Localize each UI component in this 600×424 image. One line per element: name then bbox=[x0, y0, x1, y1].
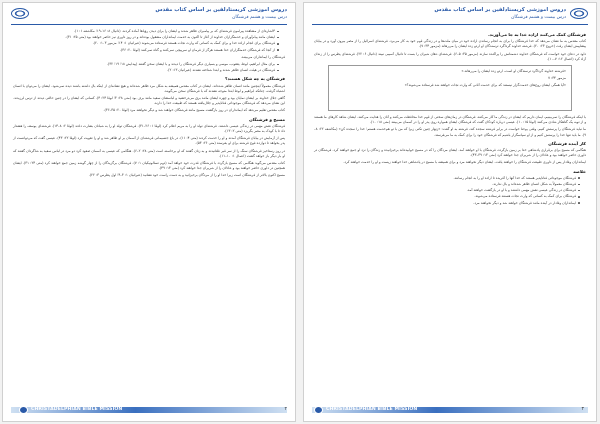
list-item: فرشتگان برای انجام اراده خدا و برای کمک به کسانی که وارث نجات هستند فرستاده می‌شوند (عبرانیان ۱: ۱۴؛ مزمور ۱۰۳: ۲۰). bbox=[13, 41, 279, 46]
page-footer bbox=[312, 404, 588, 416]
footer-org-name: CHRISTADELPHIAN BIBLE MISSION bbox=[31, 407, 123, 412]
paragraph: با اینکه فرشتگان را نمی‌بینیم، ایمان داریم که ایشان در زندگی ما کار می‌کنند. فرشتگان در زمان‌های سختی از قوم خدا محافظت می‌کنند و آنان را هدایت می‌کنند. ایشان شاهد کارهای ما هستند و از توبه یک گناهکار شادی می‌کنند (لوقا ۱۵: ۱۰). عیسی درباره کودکان گفت که فرشتگان ایشان همواره روی پدر او را در آسمان می‌بینند (متی ۱۸: ۱۰). bbox=[314, 115, 586, 125]
section-heading: مسیح و فرشتگان bbox=[249, 116, 285, 122]
paragraph: فرشتگان معمولاً اینچنین مانند انسان ظاهر شده‌اند. ایشان در کتاب مقدس همیشه به شکل مرد ظاهر شده‌اند و هیچ نشانه‌ای از اینکه بال داشته باشند دیده نمی‌شود. ایشان را می‌توان با انسان اشتباه گرفت، چنانکه ابراهیم و لوط ابتدا متوجه نشدند که با فرشتگان سخن می‌گویند. bbox=[13, 83, 285, 93]
list-item: فرشتگان برای کمک به کسانی که وارث نجات هستند فرستاده می‌شوند. bbox=[314, 194, 580, 199]
cbm-logo-icon bbox=[570, 8, 588, 19]
header-divider bbox=[11, 24, 287, 25]
page-header bbox=[312, 7, 588, 29]
list-item: برای مثال ابراهیم، لوط، یعقوب، موسی و بسیاری دیگر فرشتگان را دیدند و با ایشان سخن گفتند (پیدایش ۱۸؛ ۱۹؛ ۳۲). bbox=[13, 62, 279, 67]
list-item: ایشان مانند پیام‌آوران و خدمتگزاران خداوند از آغاز تا اکنون به خدمت ایمانداران مشغول بوده‌اند و در روز داوری نیز حاضر خواهند بود (متی ۲۵: ۳۱). bbox=[13, 35, 279, 40]
footer-org-name: CHRISTADELPHIAN BIBLE MISSION bbox=[326, 407, 418, 412]
sub-list bbox=[13, 62, 279, 73]
header-subtitle: درس بیست و هشتم فرشتگان bbox=[511, 15, 566, 20]
quote-line: «فرشته خداوند گرداگرد ترسندگان او است، اردو زده ایشان را می‌رهاند.» bbox=[461, 69, 566, 74]
header-divider bbox=[312, 24, 588, 25]
header-subtitle: درس بیست و هشتم فرشتگان bbox=[232, 15, 287, 20]
right-page-body bbox=[314, 29, 586, 397]
paragraph: ما نباید فرشتگان را پرستش کنیم. وقتی یوحنا خواست در برابر فرشته سجده کند، فرشته به او گفت: «زنهار چنین نکنی زیرا که من با تو هم‌خدمت هستم؛ خدا را سجده کن» (مکاشفه ۲۲: ۸–۹). ما باید تنها خدا را پرستش کنیم و از او سپاسگزار باشیم که فرشتگان خود را برای کمک به ما می‌فرستد. bbox=[314, 127, 586, 137]
paragraph: در روز رستاخیز فرشتگان سنگ را از سر قبر غلتانیدند و به زنان گفتند که او برخاسته است (متی ۲۸: ۲–۶). هنگامی که عیسی به آسمان صعود کرد دو مرد در لباس سفید به شاگردان گفتند که او بار دیگر باز خواهد گشت (اعمال ۱: ۱۰–۱۱). bbox=[13, 148, 285, 158]
page-footer bbox=[11, 404, 287, 416]
sub-heading: فرشتگان را ایمانداران می‌بینند. bbox=[240, 54, 285, 59]
paragraph: کتاب مقدس می‌گوید هنگامی که مسیح بازگردد با فرشتگان قدرت خود خواهد آمد (دوم تسالونیکیان ۱: ۷). فرشتگان برگزیدگان را از چهار گوشه زمین جمع خواهند کرد (متی ۲۴: ۳۱). ایشان همچنین در داوری حاضر خواهند بود و عادلان را از شریران جدا خواهند کرد (متی ۱۳: ۴۹). bbox=[13, 161, 285, 171]
summary-list bbox=[314, 176, 580, 206]
page-number: ۲ bbox=[284, 407, 287, 412]
list-item: فرشتگان معمولاً به شکل انسان ظاهر شده‌اند و بال ندارند. bbox=[314, 182, 580, 187]
section-heading: فرشتگان کمک می‌کنند اراده خدا به جا می‌آورند. bbox=[488, 32, 586, 37]
list-item: فرشتگان در هیئت انسان ظاهر شدند و ابتدا شناخته نشدند (عبرانیان ۱۳: ۲). bbox=[13, 68, 279, 73]
paragraph: پس از آزمایش در بیابان فرشتگان آمدند و او را خدمت کردند (متی ۴: ۱۱). در باغ جتسیمانی فرشته‌ای از آسمان بر او ظاهر شد و او را تقویت کرد (لوقا ۲۲: ۴۳). عیسی گفت که می‌توانست از پدر بخواهد تا دوازده فوج فرشته برای او بفرستد (متی ۲۶: ۵۳). bbox=[13, 136, 286, 146]
page-header bbox=[11, 7, 287, 29]
left-page-body bbox=[13, 29, 285, 397]
paragraph: ایمانداران وفادار پس از داوری طبیعت فرشتگان را خواهند یافت. ایشان دیگر نخواهند مرد و برای همیشه با مسیح در پادشاهی خدا خواهند زیست و او را خدمت خواهند کرد. bbox=[343, 160, 586, 165]
paragraph: کتاب مقدس تعلیم می‌دهد که ایمانداران در روز بازگشت مسیح مانند فرشتگان خواهند شد و دیگر نخواهند مرد (لوقا ۲۰: ۳۵–۳۶). bbox=[103, 108, 285, 113]
paragraph: مسیح اکنون بالاتر از فرشتگان است زیرا خدا او را از مردگان برخیزانید و به دست راست خود نشانید (عبرانیان ۱: ۳–۴؛ اول پطرس ۳: ۲۲). bbox=[88, 173, 285, 178]
list-item: از آنجا که فرشتگان خدمتگزاران خدا هستند هرگز از فرمان او سرپیچی نمی‌کنند و گناه نمی‌کنند (لوقا ۲۰: ۳۶). bbox=[13, 48, 279, 53]
paragraph: کتاب مقدس به ما نشان می‌دهد که خدا فرشتگان را برای به انجام رساندن اراده خود در میان ملت‌ها و در زندگی قوم خود به کار می‌برد. فرشته‌ای اسرائیل را از مصر بیرون آورد و در بیابان پیشاپیش ایشان رفت (خروج ۲۳: ۲۰). فرشته خداوند گرداگرد ترسندگان او اردو زده ایشان را می‌رهاند (مزمور ۳۴: ۷). bbox=[314, 39, 586, 49]
cbm-footer-logo-icon bbox=[314, 406, 323, 414]
cbm-logo-icon bbox=[11, 8, 29, 19]
list-item: ایمانداران وفادار در آینده مانند فرشتگان خواهند شد و دیگر نخواهند مرد. bbox=[314, 201, 580, 206]
list-item: فرشتگان موجوداتی فناناپذیر هستند که خدا آنها را آفریده تا اراده او را به انجام رسانند. bbox=[314, 176, 580, 181]
page-number: ۳ bbox=[581, 407, 584, 412]
scripture-quote-box bbox=[328, 65, 572, 111]
right-page bbox=[303, 2, 597, 422]
section-heading: کار آینده فرشتگان bbox=[548, 140, 586, 146]
list-item: ۴اشاره‌ای از مشاهده پیرامون فرشته‌ای که بر پیامبران ظاهر شدند و ایشان را برای دیدن رؤیاها آماده کردند. (دانیال ۸: ۱۶–۱۹؛ مکاشفه ۱: ۱). bbox=[13, 29, 279, 34]
header-title: دروس آموزشی کریستادلفین بر اساس کتاب مقدس bbox=[155, 7, 287, 13]
cbm-footer-logo-icon bbox=[19, 406, 28, 414]
paragraph: هنگامی که مسیح برای برقراری پادشاهی خدا بر زمین بازگردد، فرشتگان با او خواهند آمد. ایشان مردگان را که در مسیح خوابیده‌اند برخیزانیده و زندگان را نزد او جمع خواهند کرد. فرشتگان در داوری حاضر خواهند بود و عادلان را از شریران جدا خواهند کرد (متی ۱۳: ۳۹–۴۳). bbox=[314, 148, 586, 158]
quote-line: «آیا همگی ایشان روح‌های خدمت‌گزار نیستند که برای خدمت آنانی که وارث نجات خواهند شد فرستاده می‌شوند؟» bbox=[404, 83, 566, 88]
paragraph: فرشتگان نقش مهمی در زندگی عیسی داشتند. فرشته‌ای تولد او را به مریم اعلام کرد (لوقا ۱: ۲۶–۳۱). فرشتگان تولد او را به شبانان بشارت دادند (لوقا ۲: ۸–۱۴). فرشته‌ای یوسف را هشدار داد تا با کودک به مصر بگریزد (متی ۲: ۱۳). bbox=[13, 123, 285, 134]
quote-reference: مزمور ۳۴: ۷ bbox=[548, 76, 566, 81]
paragraph: گاهی جلال خداوند بر ایشان نمایان بود و چهره ایشان مانند برق می‌درخشید و لباسشان سفید مانند برف بود (متی ۲۸: ۳؛ لوقا ۲۴: ۴). کسانی که ایشان را در چنین حالتی دیدند از ترس لرزیدند. این نشان می‌دهد که فرشتگان موجوداتی فناناپذیر و جلال‌یافته هستند که طبیعت خدا را دارند. bbox=[13, 96, 285, 106]
intro-list bbox=[13, 29, 279, 53]
section-heading: فرشتگان به چه شکل هستند؟ bbox=[225, 76, 285, 82]
summary-heading: خلاصه bbox=[573, 168, 586, 174]
left-page bbox=[2, 2, 296, 422]
header-title: دروس آموزشی کریستادلفین بر اساس کتاب مقدس bbox=[434, 7, 566, 13]
paragraph: داود در دعای خود خواست که فرشتگان خداوند دشمنانش را پراکنده سازند (مزمور ۳۵: ۵–۶). فرشته‌ای دهان شیران را بست تا دانیال آسیبی نبیند (دانیال ۶: ۲۲). فرشته‌ای پطرس را از زندان آزاد کرد (اعمال ۱۲: ۷–۱۰). bbox=[314, 51, 586, 61]
list-item: فرشتگان در زندگی عیسی نقش مهمی داشتند و با او در بازگشت خواهند آمد. bbox=[314, 188, 580, 193]
